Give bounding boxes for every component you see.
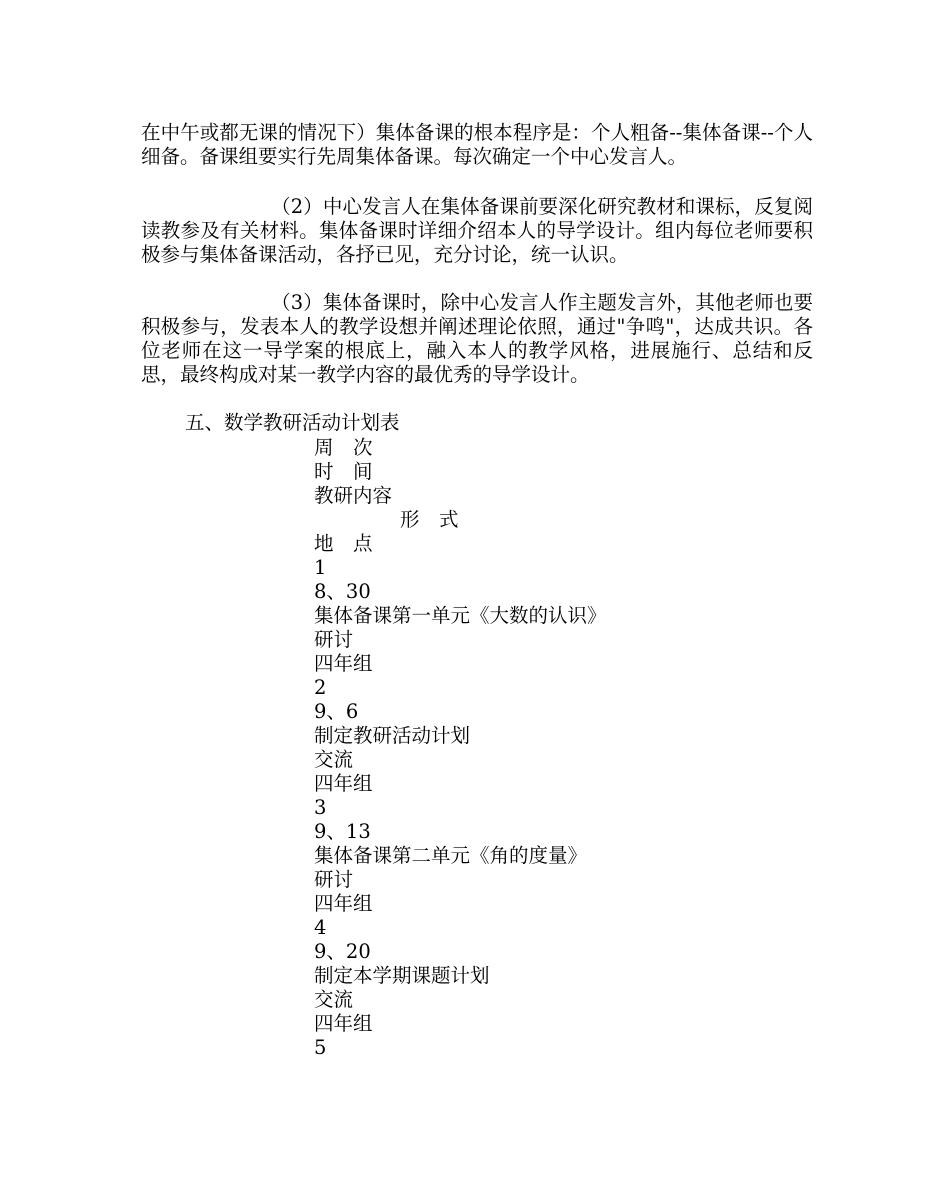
paragraph-speaker: [141, 195, 813, 267]
table-cell-week: 5: [314, 1036, 327, 1059]
table-cell-content: 制定本学期课题计划: [314, 964, 490, 987]
paragraph-procedure-text: 在中午或都无课的情况下）集体备课的根本程序是：个人粗备--集体备课--个人细备。备课组要实行先周集体备课。每次确定一个中心发言人。: [141, 121, 813, 168]
table-cell-format: 交流: [314, 748, 354, 771]
table-cell-location: 四年组: [314, 1012, 373, 1035]
section-heading: 五、数学教研活动计划表: [185, 411, 400, 434]
paragraph-speaker-text: （2）中心发言人在集体备课前要深化研究教材和课标，反复阅读教参及有关材料。集体备课时详细介绍本人的导学设计。组内每位老师要积极参与集体备课活动，各抒已见，充分讨论，统一认识。: [141, 195, 813, 266]
table-cell-content: 制定教研活动计划: [314, 724, 471, 747]
table-cell-location: 四年组: [314, 772, 373, 795]
table-cell-time: 9、20: [314, 940, 371, 963]
table-cell-time: 9、13: [314, 820, 371, 843]
table-cell-format: 研讨: [314, 628, 354, 651]
table-cell-week: 2: [314, 676, 327, 699]
activity-plan-table: [314, 436, 607, 1060]
paragraph-consensus: [141, 291, 813, 387]
table-header-content: 教研内容: [314, 484, 393, 507]
table-header-location: 地 点: [314, 532, 373, 555]
paragraph-procedure: [141, 121, 813, 169]
table-header-week: 周 次: [314, 436, 373, 459]
table-cell-week: 4: [314, 916, 327, 939]
table-cell-content: 集体备课第一单元《大数的认识》: [314, 604, 607, 627]
table-cell-location: 四年组: [314, 652, 373, 675]
table-cell-format: 研讨: [314, 868, 354, 891]
table-cell-week: 1: [314, 556, 327, 579]
paragraph-consensus-text: （3）集体备课时，除中心发言人作主题发言外，其他老师也要积极参与，发表本人的教学设想并阐述理论依照，通过"争鸣"，达成共识。各位老师在这一导学案的根底上，融入本人的教学风格，进展施行、总结和反思，最终构成对某一教学内容的最优秀的导学设计。: [141, 291, 813, 386]
table-cell-content: 集体备课第二单元《角的度量》: [314, 844, 588, 867]
table-header-time: 时 间: [314, 460, 373, 483]
table-cell-time: 9、6: [314, 700, 359, 723]
table-cell-time: 8、30: [314, 580, 371, 603]
table-cell-format: 交流: [314, 988, 354, 1011]
table-cell-week: 3: [314, 796, 327, 819]
table-header-format: 形 式: [400, 508, 459, 531]
table-cell-location: 四年组: [314, 892, 373, 915]
